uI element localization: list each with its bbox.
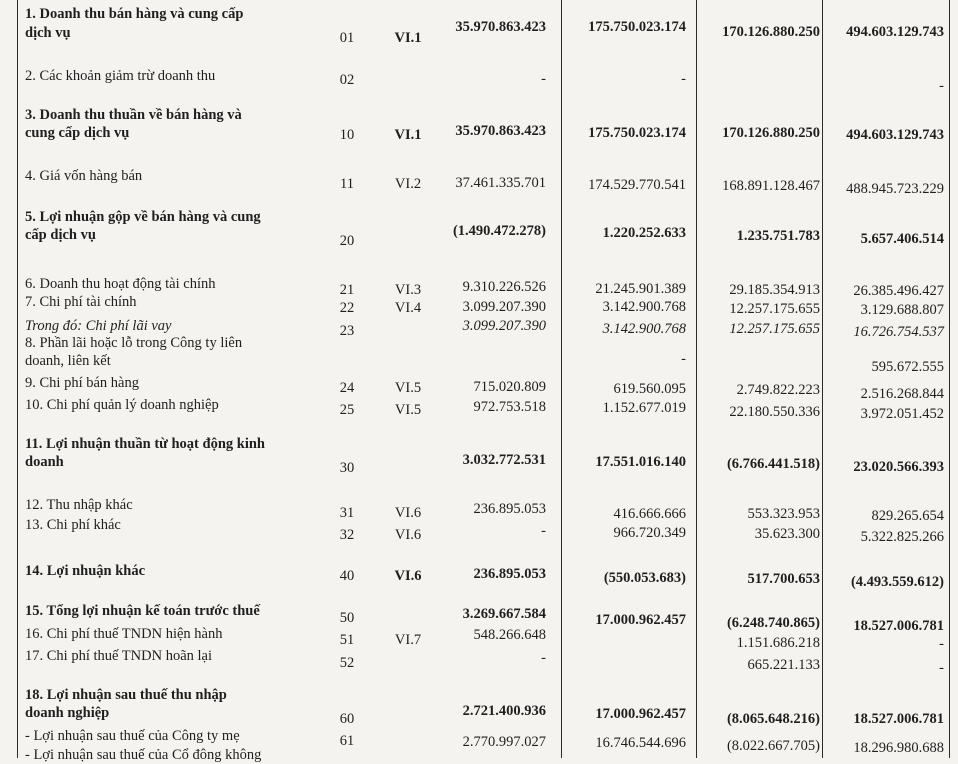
row-code: 20 xyxy=(339,233,355,249)
row-label: 10. Chi phí quản lý doanh nghiệp xyxy=(25,397,219,413)
column-divider xyxy=(949,0,950,758)
row-value: 5.657.406.514 xyxy=(860,231,944,247)
row-code: 52 xyxy=(339,655,355,671)
row-value: (1.490.472.278) xyxy=(452,223,546,239)
row-value: 1.152.677.019 xyxy=(602,400,686,416)
column-divider xyxy=(17,0,18,758)
row-value: 17.000.962.457 xyxy=(595,612,686,628)
row-value: 488.945.723.229 xyxy=(846,181,944,197)
row-label: - Lợi nhuận sau thuế của Cổ đông không xyxy=(25,747,262,763)
row-value: (6.766.441.518) xyxy=(726,456,820,472)
row-value: 35.970.863.423 xyxy=(455,123,546,139)
row-value: - xyxy=(939,636,944,652)
row-value: 2.516.268.844 xyxy=(860,386,944,402)
row-note: VI.6 xyxy=(394,505,422,521)
row-value: - xyxy=(681,351,686,367)
row-note: VI.2 xyxy=(394,176,422,192)
row-code: 24 xyxy=(339,380,355,396)
row-code: 32 xyxy=(339,527,355,543)
row-note: VI.1 xyxy=(394,127,422,143)
row-code: 61 xyxy=(339,733,355,749)
row-label: 1. Doanh thu bán hàng và cung cấp xyxy=(25,6,244,22)
column-divider xyxy=(822,0,823,758)
row-code: 23 xyxy=(339,323,355,339)
row-value: 3.142.900.768 xyxy=(602,321,686,337)
row-value: 17.551.016.140 xyxy=(595,454,686,470)
row-value: 29.185.354.913 xyxy=(729,282,820,298)
row-label: 15. Tổng lợi nhuận kế toán trước thuế xyxy=(25,603,260,619)
row-value: 236.895.053 xyxy=(473,501,546,517)
row-code: 40 xyxy=(339,568,355,584)
row-value: 16.726.754.537 xyxy=(853,324,944,340)
row-value: 3.032.772.531 xyxy=(462,452,546,468)
row-value: (4.493.559.612) xyxy=(850,574,944,590)
row-value: 3.129.688.807 xyxy=(860,302,944,318)
row-label: 4. Giá vốn hàng bán xyxy=(25,168,143,184)
row-value: 17.000.962.457 xyxy=(595,706,686,722)
row-value: 35.623.300 xyxy=(754,526,820,542)
row-label: 2. Các khoản giảm trừ doanh thu xyxy=(25,68,216,84)
row-code: 60 xyxy=(339,711,355,727)
row-value: 1.235.751.783 xyxy=(736,228,820,244)
row-label: doanh xyxy=(25,454,64,470)
row-label: 12. Thu nhập khác xyxy=(25,497,133,513)
row-label: doanh nghiệp xyxy=(25,705,110,721)
row-value: 12.257.175.655 xyxy=(729,321,820,337)
row-code: 22 xyxy=(339,300,355,316)
row-label: 13. Chi phí khác xyxy=(25,517,121,533)
row-value: 2.770.997.027 xyxy=(462,734,546,750)
row-label: Trong đó: Chi phí lãi vay xyxy=(25,318,172,334)
row-value: 494.603.129.743 xyxy=(846,127,944,143)
row-code: 31 xyxy=(339,505,355,521)
row-value: 5.322.825.266 xyxy=(860,529,944,545)
row-value: 715.020.809 xyxy=(473,379,546,395)
row-value: 170.126.880.250 xyxy=(722,125,820,141)
row-value: 665.221.133 xyxy=(747,657,820,673)
row-value: - xyxy=(939,78,944,94)
row-value: (8.065.648.216) xyxy=(726,711,820,727)
row-label: 17. Chi phí thuế TNDN hoãn lại xyxy=(25,648,213,664)
row-value: 18.296.980.688 xyxy=(853,740,944,756)
row-note: VI.5 xyxy=(394,380,422,396)
row-value: - xyxy=(541,71,546,87)
column-divider xyxy=(696,0,697,758)
row-label: 14. Lợi nhuận khác xyxy=(25,563,146,579)
row-value: - xyxy=(541,650,546,666)
row-label: 16. Chi phí thuế TNDN hiện hành xyxy=(25,626,223,642)
row-note: VI.3 xyxy=(394,282,422,298)
row-code: 02 xyxy=(339,72,355,88)
row-code: 51 xyxy=(339,632,355,648)
row-label: 11. Lợi nhuận thuần từ hoạt động kinh xyxy=(25,436,265,452)
row-label: cấp dịch vụ xyxy=(25,227,96,243)
row-value: 494.603.129.743 xyxy=(846,24,944,40)
row-value: 9.310.226.526 xyxy=(462,279,546,295)
row-label: cung cấp dịch vụ xyxy=(25,125,130,141)
column-divider xyxy=(561,0,562,758)
row-value: - xyxy=(541,523,546,539)
row-value: (550.053.683) xyxy=(603,570,686,586)
row-label: 5. Lợi nhuận gộp về bán hàng và cung xyxy=(25,209,261,225)
row-code: 25 xyxy=(339,402,355,418)
row-note: VI.5 xyxy=(394,402,422,418)
row-label: 7. Chi phí tài chính xyxy=(25,294,137,310)
row-value: 2.721.400.936 xyxy=(462,703,546,719)
row-code: 50 xyxy=(339,610,355,626)
row-value: 3.099.207.390 xyxy=(462,318,546,334)
row-value: 168.891.128.467 xyxy=(722,178,820,194)
row-value: 35.970.863.423 xyxy=(455,19,546,35)
row-value: 37.461.335.701 xyxy=(455,175,546,191)
row-value: 966.720.349 xyxy=(613,525,686,541)
row-label: doanh, liên kết xyxy=(25,353,111,369)
row-value: 12.257.175.655 xyxy=(729,301,820,317)
row-value: 175.750.023.174 xyxy=(588,125,686,141)
row-value: 3.142.900.768 xyxy=(602,299,686,315)
row-code: 01 xyxy=(339,30,355,46)
row-value: - xyxy=(939,660,944,676)
row-label: 9. Chi phí bán hàng xyxy=(25,375,139,391)
row-note: VI.6 xyxy=(394,568,422,584)
row-code: 21 xyxy=(339,282,355,298)
row-value: 236.895.053 xyxy=(473,566,546,582)
row-label: 18. Lợi nhuận sau thuế thu nhập xyxy=(25,687,227,703)
row-code: 11 xyxy=(340,176,354,192)
row-value: 829.265.654 xyxy=(871,508,944,524)
row-value: 26.385.496.427 xyxy=(853,283,944,299)
row-value: 553.323.953 xyxy=(747,506,820,522)
row-value: 23.020.566.393 xyxy=(853,459,944,475)
row-note: VI.6 xyxy=(394,527,422,543)
row-value: 18.527.006.781 xyxy=(853,711,944,727)
row-code: 10 xyxy=(339,127,355,143)
row-value: 18.527.006.781 xyxy=(853,618,944,634)
row-value: 548.266.648 xyxy=(473,627,546,643)
row-value: - xyxy=(681,71,686,87)
row-value: 972.753.518 xyxy=(473,399,546,415)
row-value: 517.700.653 xyxy=(747,571,820,587)
row-value: 175.750.023.174 xyxy=(588,19,686,35)
row-value: 1.220.252.633 xyxy=(602,225,686,241)
row-value: 22.180.550.336 xyxy=(729,404,820,420)
row-code: 30 xyxy=(339,460,355,476)
row-note: VI.4 xyxy=(394,300,422,316)
row-value: 174.529.770.541 xyxy=(588,177,686,193)
row-value: 595.672.555 xyxy=(871,359,944,375)
row-value: 21.245.901.389 xyxy=(595,281,686,297)
row-label: dịch vụ xyxy=(25,25,71,41)
row-value: (6.248.740.865) xyxy=(726,615,820,631)
row-value: 3.972.051.452 xyxy=(860,406,944,422)
row-value: 416.666.666 xyxy=(613,506,686,522)
row-note: VI.7 xyxy=(394,632,422,648)
row-label: 8. Phần lãi hoặc lỗ trong Công ty liên xyxy=(25,335,243,351)
row-label: 6. Doanh thu hoạt động tài chính xyxy=(25,276,216,292)
row-value: 2.749.822.223 xyxy=(736,382,820,398)
row-label: 3. Doanh thu thuần về bán hàng và xyxy=(25,107,242,123)
row-value: 170.126.880.250 xyxy=(722,24,820,40)
row-note: VI.1 xyxy=(394,30,422,46)
row-value: 3.269.667.584 xyxy=(462,606,546,622)
row-value: 3.099.207.390 xyxy=(462,299,546,315)
row-label: - Lợi nhuận sau thuế của Công ty mẹ xyxy=(25,728,240,744)
row-value: 16.746.544.696 xyxy=(595,735,686,751)
row-value: (8.022.667.705) xyxy=(726,738,820,754)
row-value: 619.560.095 xyxy=(613,381,686,397)
row-value: 1.151.686.218 xyxy=(736,635,820,651)
